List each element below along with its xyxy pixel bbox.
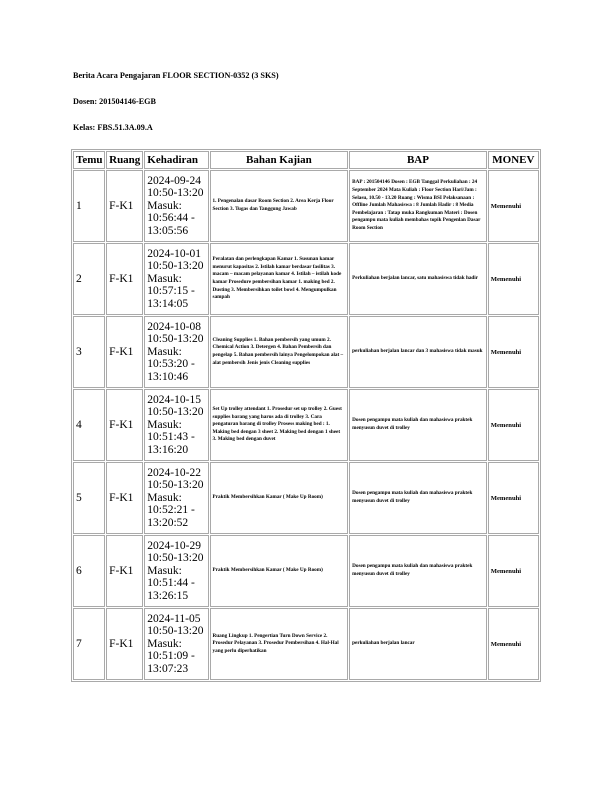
kehadiran-date: 2024-10-08 <box>147 320 201 333</box>
kehadiran-date: 2024-10-15 <box>147 393 201 406</box>
cell-temu: 7 <box>73 608 105 680</box>
kehadiran-keluar: 13:14:05 <box>147 297 189 310</box>
kehadiran-time: 10:50-13:20 <box>147 260 204 273</box>
kehadiran-time: 10:50-13:20 <box>147 187 204 200</box>
kehadiran-time: 10:50-13:20 <box>147 625 204 638</box>
kehadiran-date: 2024-10-29 <box>147 539 201 552</box>
cell-monev: Memenuhi <box>488 170 539 242</box>
kehadiran-keluar: 13:05:56 <box>147 224 189 237</box>
cell-ruang: F-K1 <box>106 462 143 534</box>
kehadiran-keluar: 13:10:46 <box>147 370 189 383</box>
cell-ruang: F-K1 <box>106 170 143 242</box>
cell-ruang: F-K1 <box>106 316 143 388</box>
cell-bahan-kajian: Ruang Lingkup 1. Pengertian Turn Down Service 2. Prosedur Pelayanan 3. Prosedur Pembersihan 4. Hal-Hal yang perlu diperhatikan <box>210 608 349 680</box>
cell-kehadiran <box>144 462 208 534</box>
cell-monev: Memenuhi <box>488 316 539 388</box>
table-header-row <box>73 151 539 169</box>
cell-monev: Memenuhi <box>488 535 539 607</box>
kehadiran-keluar: 13:26:15 <box>147 589 189 602</box>
kehadiran-masuk-label: Masuk: <box>147 637 182 650</box>
bap-table <box>71 149 541 682</box>
table-row <box>73 535 539 607</box>
kehadiran-masuk: 10:51:43 - <box>147 431 195 444</box>
column-header-kehadiran: Kehadiran <box>144 151 208 169</box>
cell-monev: Memenuhi <box>488 389 539 461</box>
kehadiran-masuk-label: Masuk: <box>147 272 182 285</box>
kehadiran-masuk-label: Masuk: <box>147 199 182 212</box>
kehadiran-keluar: 13:07:23 <box>147 662 189 675</box>
cell-bap: perkuliahan berjalan lancar dan 3 mahasiswa tidak masuk <box>349 316 487 388</box>
kehadiran-time: 10:50-13:20 <box>147 552 204 565</box>
kehadiran-date: 2024-10-22 <box>147 466 201 479</box>
table-row <box>73 608 539 680</box>
kehadiran-masuk-label: Masuk: <box>147 345 182 358</box>
cell-kehadiran <box>144 608 208 680</box>
cell-temu: 1 <box>73 170 105 242</box>
cell-bahan-kajian: Praktik Membersihkan Kamar ( Make Up Room) <box>210 462 349 534</box>
cell-ruang: F-K1 <box>106 389 143 461</box>
cell-kehadiran <box>144 389 208 461</box>
cell-temu: 5 <box>73 462 105 534</box>
cell-temu: 2 <box>73 243 105 315</box>
kehadiran-date: 2024-10-01 <box>147 247 201 260</box>
kehadiran-time: 10:50-13:20 <box>147 479 204 492</box>
cell-bap: Dosen pengampu mata kuliah dan mahasiswa praktek menyusun duvet di trolley <box>349 462 487 534</box>
cell-bap: perkuliahan berjalan lancar <box>349 608 487 680</box>
kehadiran-masuk-label: Masuk: <box>147 418 182 431</box>
cell-monev: Memenuhi <box>488 462 539 534</box>
cell-ruang: F-K1 <box>106 243 143 315</box>
table-row <box>73 316 539 388</box>
cell-bap: BAP : 201504146 Dosen : EGB Tanggal Perkuliahan : 24 September 2024 Mata Kuliah : Floor Section Hari/Jam : Selasu, 10.50 - 13.20 Ruang : Wisma BSI Pelaksanaan : Offline Jumlah Mahasiswa : 8 Jumlah Hadir : 8 Media Pembelajaran : Tatap muka Rangkuman Materi : Dosen pengampu mata kuliah membahas topik Pengenlan Dasar Room Section <box>349 170 487 242</box>
cell-bahan-kajian: Set Up trolley attendant 1. Prosedur set up trolley 2. Guest supplies barang yang harus ada di trolley 3. Cara pengaturan barang di trolley Prosess making bed : 1. Making bed dengan 3 sheet 2. Making bed dengan 1 sheet 3. Making bed dengan duvet <box>210 389 349 461</box>
kehadiran-masuk: 10:52:21 - <box>147 504 195 517</box>
table-row <box>73 243 539 315</box>
kehadiran-masuk: 10:57:15 - <box>147 285 195 298</box>
kehadiran-masuk: 10:53:20 - <box>147 358 195 371</box>
kehadiran-masuk: 10:51:09 - <box>147 650 195 663</box>
column-header-bahan-kajian: Bahan Kajian <box>210 151 349 169</box>
kehadiran-masuk: 10:51:44 - <box>147 577 195 590</box>
kehadiran-masuk: 10:56:44 - <box>147 212 195 225</box>
table-row <box>73 389 539 461</box>
kehadiran-time: 10:50-13:20 <box>147 333 204 346</box>
kehadiran-keluar: 13:16:20 <box>147 443 189 456</box>
table-row <box>73 170 539 242</box>
cell-monev: Memenuhi <box>488 608 539 680</box>
cell-temu: 4 <box>73 389 105 461</box>
cell-ruang: F-K1 <box>106 535 143 607</box>
column-header-monev: MONEV <box>488 151 539 169</box>
kehadiran-date: 2024-11-05 <box>147 612 201 625</box>
cell-monev: Memenuhi <box>488 243 539 315</box>
kehadiran-masuk-label: Masuk: <box>147 491 182 504</box>
kehadiran-date: 2024-09-24 <box>147 174 201 187</box>
document-title: Berita Acara Pengajaran FLOOR SECTION-0352 (3 SKS) <box>73 71 279 80</box>
cell-kehadiran <box>144 535 208 607</box>
dosen-line: Dosen: 201504146-EGB <box>73 97 157 106</box>
kehadiran-masuk-label: Masuk: <box>147 564 182 577</box>
cell-kehadiran <box>144 243 208 315</box>
kehadiran-time: 10:50-13:20 <box>147 406 204 419</box>
column-header-bap: BAP <box>349 151 487 169</box>
cell-bahan-kajian: 1. Pengenalan dasar Room Section 2. Area Kerja Floor Section 3. Tugas dan Tanggung Jawab <box>210 170 349 242</box>
cell-bap: Perkuliahan berjalan lancar, satu mahasiswa tidak hadir <box>349 243 487 315</box>
cell-kehadiran <box>144 316 208 388</box>
cell-bahan-kajian: Peralatan dan perlengkapan Kamar 1. Susunan kamar menurut kapasitas 2. Istilah kamar berdasar fasilitas 3. macam – macam pelayanan kamar 4. Istilah – istilah kode kamar Prosedure pembersihan kamar 1. making bed 2. Dusting 3. Membersihkan toilet bowl 4. Mengumpulkan sampah <box>210 243 349 315</box>
cell-kehadiran <box>144 170 208 242</box>
table-row <box>73 462 539 534</box>
cell-ruang: F-K1 <box>106 608 143 680</box>
cell-bap: Dosen pengampu mata kuliah dan mahasiswa praktek menyusun duvet di trolley <box>349 389 487 461</box>
kehadiran-keluar: 13:20:52 <box>147 516 189 529</box>
cell-bahan-kajian: Praktik Membersihkan Kamar ( Make Up Room) <box>210 535 349 607</box>
column-header-ruang: Ruang <box>106 151 143 169</box>
cell-temu: 3 <box>73 316 105 388</box>
cell-bahan-kajian: Cleaning Supplies 1. Bahan pembersih yang umum 2. Chemical Action 3. Detergen 4. Bahan Pembersih dan pengelap 5. Bahan pembersih lainya Pengelompokan alat – alat pembersih Jenis jenis Cleaning supplies <box>210 316 349 388</box>
column-header-temu: Temu <box>73 151 105 169</box>
cell-temu: 6 <box>73 535 105 607</box>
kelas-line: Kelas: FBS.51.3A.09.A <box>73 123 153 132</box>
cell-bap: Dosen pengampu mata kuliah dan mahasiswa praktek menyusun duvet di trolley <box>349 535 487 607</box>
